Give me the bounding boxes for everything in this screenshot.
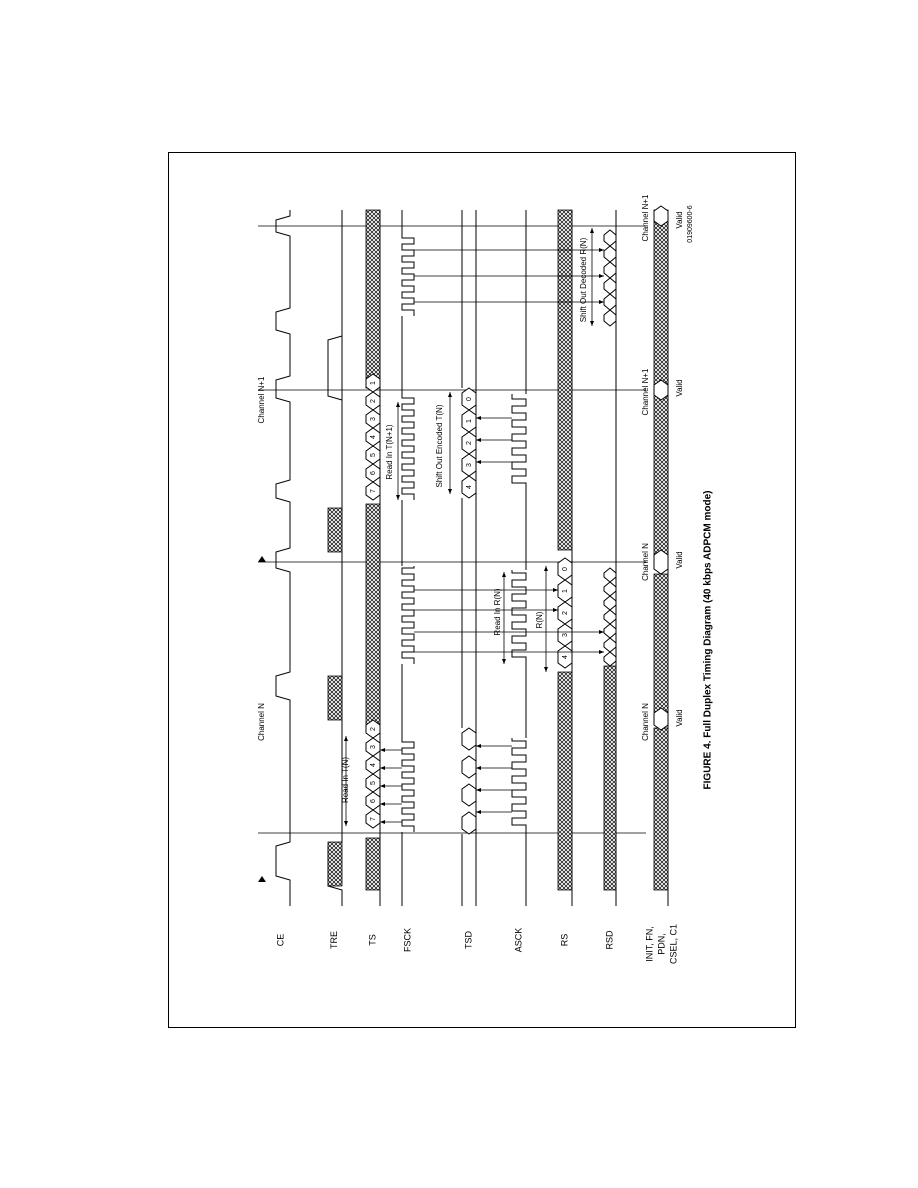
- tsd-cell: [462, 784, 476, 806]
- tsd-arrow-head: [476, 810, 481, 814]
- signal-label-ce: CE: [275, 933, 286, 947]
- channel-n-label: Channel N: [257, 703, 267, 741]
- ts-bit-label: 2: [369, 727, 377, 731]
- rsd-cell: [604, 294, 616, 310]
- read-in-rn-dim-head-bottom: [502, 659, 506, 664]
- signal-label-init: PDN,: [656, 933, 667, 955]
- tsd-arrow-head: [476, 766, 481, 770]
- rs-read-arrow-head: [553, 608, 558, 612]
- init-hatch: [654, 728, 668, 890]
- init-channel-n1-label: Channel N+1: [641, 194, 651, 242]
- ce-arrow: [258, 556, 266, 562]
- fsck-clock: [402, 392, 414, 500]
- rs-bit-label: 4: [561, 655, 569, 659]
- tre-hatch: [328, 508, 342, 552]
- rsd-cell: [604, 638, 616, 652]
- read-in-rn-label: Read In R(N): [493, 588, 503, 636]
- ts-bit-label: 2: [369, 399, 377, 403]
- rs-bit-label: 0: [561, 567, 569, 571]
- ts-read-arrow-head: [380, 802, 385, 806]
- rsd-cell: [604, 596, 616, 610]
- waveform-layer: [258, 206, 668, 906]
- tsd-bit-label: 3: [465, 463, 473, 467]
- read-in-label: Read In T(N): [341, 756, 351, 804]
- ts-bit-label: 4: [369, 763, 377, 767]
- tre-hatch: [328, 842, 342, 886]
- tre-waveform: [328, 210, 342, 906]
- shift-out-dim-head-bottom: [448, 489, 452, 494]
- signal-label-tre: TRE: [328, 931, 339, 949]
- ts-bit-label: 5: [369, 781, 377, 785]
- read-in-dim-head-top: [396, 402, 400, 407]
- read-in-n1-label: Read In T(N+1): [385, 424, 395, 480]
- tsd-cell: [462, 756, 476, 778]
- rs-read-arrow-head: [599, 630, 604, 634]
- rs-hatch: [558, 672, 572, 890]
- ts-hatch: [366, 838, 380, 890]
- read-in-rn-dim-head-top: [502, 572, 506, 577]
- ts-bit-label: 5: [369, 453, 377, 457]
- signal-label-rsd: RSD: [604, 930, 615, 950]
- signal-label-asck: ASCK: [513, 927, 524, 953]
- rsd-cell: [604, 568, 616, 582]
- fsck-clock: [402, 566, 414, 664]
- tsd-bit-label: 2: [465, 441, 473, 445]
- ce-arrow: [258, 876, 266, 882]
- ts-hatch: [366, 210, 380, 388]
- tsd-cell: [462, 728, 476, 750]
- read-in-dim-head-bottom: [396, 495, 400, 500]
- rn-label: R(N): [535, 611, 545, 629]
- shift-out-encoded-label: Shift Out Encoded T(N): [435, 404, 445, 488]
- signal-label-rs: RS: [559, 933, 570, 947]
- init-valid-cell: [654, 206, 668, 226]
- rs-read-arrow-head: [599, 650, 604, 654]
- fsck-clock: [402, 736, 414, 832]
- tsd-bit-label: 1: [465, 419, 473, 423]
- asck-clock: [512, 738, 526, 832]
- ts-read-arrow-head: [380, 784, 385, 788]
- rn-dim-head-top: [544, 566, 548, 571]
- rsd-cell: [604, 310, 616, 326]
- ts-bit-label: 7: [369, 817, 377, 821]
- init-channel-n-label: Channel N: [641, 543, 651, 581]
- part-number: 01909600-6: [686, 205, 694, 243]
- init-channel-n1-label: Channel N+1: [641, 368, 651, 416]
- signal-label-fsck: FSCK: [402, 927, 413, 953]
- init-channel-n-label: Channel N: [641, 703, 651, 741]
- ts-bit-label: 3: [369, 417, 377, 421]
- valid-label: Valid: [675, 709, 685, 727]
- ce-waveform: [276, 210, 290, 906]
- ts-bit-label: 7: [369, 489, 377, 493]
- ts-read-arrow-head: [380, 766, 385, 770]
- rsd-cell: [604, 230, 616, 246]
- shift-out-dim-head-top: [448, 392, 452, 397]
- shift-out-decoded-dim-head-top: [590, 228, 594, 233]
- tsd-shift-arrow-head: [476, 416, 481, 420]
- ts-bit-label: 6: [369, 799, 377, 803]
- rsd-cell: [604, 652, 616, 666]
- read-in-dim-head-bottom: [344, 821, 348, 826]
- tsd-bit-label: 0: [465, 397, 473, 401]
- tsd-arrow-head: [476, 744, 481, 748]
- rsd-cell: [604, 262, 616, 278]
- init-hatch: [654, 574, 668, 712]
- init-valid-cell: [654, 708, 668, 730]
- shift-out-decoded-dim-head-bottom: [590, 321, 594, 326]
- read-in-dim-head-top: [344, 736, 348, 741]
- rsd-cell: [604, 582, 616, 596]
- tsd-cell: [462, 812, 476, 834]
- tsd-shift-arrow-head: [476, 438, 481, 442]
- valid-label: Valid: [675, 211, 685, 229]
- tsd-arrow-head: [476, 788, 481, 792]
- tsd-bit-label: 4: [465, 485, 473, 489]
- rsd-hatch: [604, 666, 616, 890]
- init-valid-cell: [654, 550, 668, 574]
- signal-label-ts: TS: [367, 934, 378, 946]
- rn-dim-head-bottom: [544, 667, 548, 672]
- init-valid-cell: [654, 380, 668, 400]
- ts-bit-label: 6: [369, 471, 377, 475]
- signal-label-tsd: TSD: [463, 931, 474, 949]
- shift-out-decoded-label: Shift Out Decoded R(N): [579, 237, 589, 323]
- rsd-cell: [604, 624, 616, 638]
- rs-bit-label: 3: [561, 633, 569, 637]
- tre-hatch: [328, 676, 342, 720]
- rsd-shift-arrow-head: [599, 274, 604, 278]
- rsd-cell: [604, 610, 616, 624]
- ts-read-arrow-head: [380, 748, 385, 752]
- rsd-cell: [604, 246, 616, 262]
- channel-n1-label: Channel N+1: [257, 376, 267, 424]
- ts-hatch: [366, 504, 380, 726]
- rsd-shift-arrow-head: [599, 300, 604, 304]
- signal-label-init: CSEL, C1: [668, 923, 679, 965]
- valid-label: Valid: [675, 379, 685, 397]
- tsd-shift-arrow-head: [476, 460, 481, 464]
- label-layer: [257, 194, 714, 964]
- rsd-shift-arrow-head: [599, 248, 604, 252]
- ts-bit-label: 3: [369, 745, 377, 749]
- rs-bit-label: 1: [561, 589, 569, 593]
- figure-caption: FIGURE 4. Full Duplex Timing Diagram (40 kbps ADPCM mode): [702, 490, 714, 790]
- ts-read-arrow-head: [380, 820, 385, 824]
- rs-read-arrow-head: [553, 588, 558, 592]
- asck-clock: [512, 570, 526, 664]
- valid-label: Valid: [675, 551, 685, 569]
- rs-hatch: [558, 210, 572, 550]
- fsck-clock: [402, 236, 414, 316]
- rsd-cell: [604, 278, 616, 294]
- ts-bit-label: 1: [369, 381, 377, 385]
- asck-clock: [512, 394, 526, 490]
- signal-label-init: INIT, FN,: [644, 926, 655, 962]
- ts-bit-label: 4: [369, 435, 377, 439]
- rs-bit-label: 2: [561, 611, 569, 615]
